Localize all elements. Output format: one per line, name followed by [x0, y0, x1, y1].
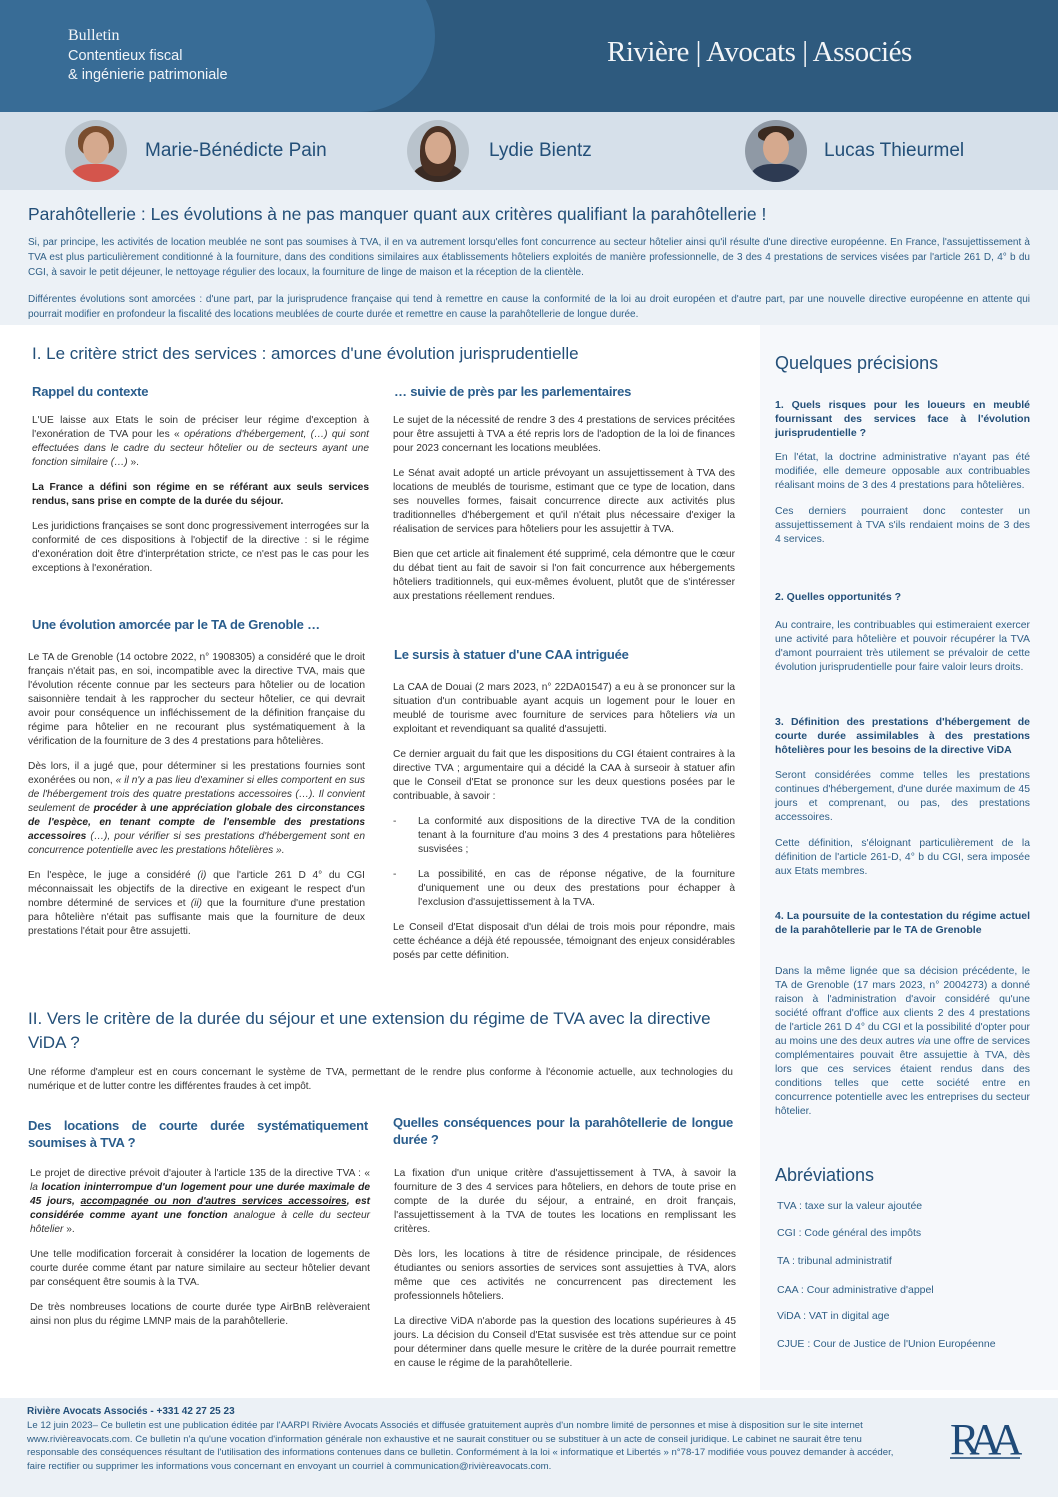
abbreviation-item: CJUE : Cour de Justice de l'Union Européenne — [777, 1338, 996, 1350]
courte-duree-paragraph: De très nombreuses locations de courte durée type AirBnB relèveraient ainsi non plus du régime LMNP mais de la parahôtellerie. — [30, 1302, 370, 1327]
rappel-text — [32, 414, 369, 576]
question-2: 2. Quelles opportunités ? — [775, 591, 902, 603]
author-card — [745, 120, 964, 182]
grenoble-paragraph: Le TA de Grenoble (14 octobre 2022, n° 1908305) a considéré que le droit français n'était pas, en soi, incompatible avec la directive TVA, mais que l'évolution récente connue par les secteurs para hôtelier ou de location saisonnière tendait à les rapprocher du secteur hôtelier, ce qui devrait avoir pour conséquence un infléchissement de la définition française du régime para hôtelier en ne recourant plus systématiquement à la vérification de la fourniture de 3 des 4 prestations para hôtelières. — [28, 652, 365, 747]
author-name: Lydie Bientz — [489, 140, 592, 161]
longue-duree-paragraph: Dès lors, les locations à titre de résidence principale, de résidences étudiantes ou seniors assorties de services sont assujetties à TVA, alors même que ces activités ne concurrencent pas directement les professionnels hôteliers. — [394, 1249, 736, 1302]
author-name: Marie-Bénédicte Pain — [145, 140, 327, 161]
header-banner — [0, 0, 1058, 112]
firm-brand: Rivière | Avocats | Associés — [607, 36, 912, 68]
abbreviation-item: CAA : Cour administrative d'appel — [777, 1284, 934, 1296]
intro-paragraph: Si, par principe, les activités de location meublée ne sont pas soumises à TVA, il en va autrement lorsqu'elles font concurrence au secteur hôtelier ainsi qu'il résulte d'une directive européenne. En France, l'assujettissement à TVA est plus particulièrement conditionné à la fourniture, dans des conditions similaires aux établissements hôteliers exploités de manière professionnelle, de 3 des 4 prestations de services visées par l'article 261 D, 4° b du CGI, à savoir le petit déjeuner, le nettoyage régulier des locaux, la fourniture de linge de maison et la réception de la clientèle. — [28, 237, 1030, 278]
answer-paragraph: Seront considérées comme telles les prestations continues d'hébergement, d'une durée maximum de 45 jours et comprenant, ou pas, des prestations accessoires. — [775, 770, 1030, 823]
header-swoosh — [0, 0, 435, 112]
parlementaires-title: … suivie de près par les parlementaires — [394, 384, 632, 399]
section-2-intro: Une réforme d'ampleur est en cours concernant le système de TVA, permettant de le rendre plus conforme à l'économie actuelle, aux technologies du numérique et de lutter contre les différentes fraudes à cet impôt. — [28, 1067, 733, 1092]
footer-contact: Rivière Avocats Associés - +331 42 27 25 23 — [27, 1406, 235, 1417]
answer-4 — [775, 965, 1030, 1119]
parlementaires-paragraph: Le sujet de la nécessité de rendre 3 des 4 prestations de services précitées pour être assujetti à TVA a été repris lors de l'adoption de la loi de finances pour 2023 concernant les locations meublées. — [393, 415, 735, 454]
abbreviation-item: CGI : Code général des impôts — [777, 1227, 922, 1239]
abbreviation-item: ViDA : VAT in digital age — [777, 1310, 890, 1322]
sidebar-precisions — [760, 325, 1058, 1390]
question-1: 1. Quels risques pour les loueurs en meublé fournissant des services face à l'évolution jurisprudentielle ? — [775, 399, 1030, 439]
caa-question-item: - La possibilité, en cas de réponse négative, de la fourniture d'uniquement une ou deux des prestations pour échapper à l'exclusion d'assujettissement à la TVA. — [393, 868, 735, 910]
sidebar-title: Quelques précisions — [775, 353, 939, 373]
answer-paragraph: Au contraire, les contribuables qui estimeraient exercer une activité para hôtelière et pouvoir récupérer la TVA d'amont pourraient très utilement se prévaloir de cette évolution jurisprudentielle pour faire valoir leurs droits. — [775, 620, 1030, 673]
author-name: Lucas Thieurmel — [824, 140, 965, 161]
raa-logo-icon — [950, 1412, 1022, 1460]
caa-text — [393, 681, 735, 963]
abbreviations-title: Abréviations — [775, 1165, 875, 1185]
answer-2 — [775, 619, 1030, 675]
caa-title: Le sursis à statuer d'une CAA intriguée — [394, 647, 629, 662]
parlementaires-paragraph: Le Sénat avait adopté un article prévoyant un assujettissement à TVA des locations de meublés de tourisme, estimant que ce type de location, dans ses nouvelles formes, faisait concurrence directe aux activités plus traditionnelles d'hébergement et qu'il n'était plus nécessaire d'exiger la réalisation de services para hôteliers pour les assujettir à TVA. — [393, 468, 735, 535]
longue-duree-paragraph: La directive ViDA n'aborde pas la question des locations supérieures à 45 jours. La décision du Conseil d'Etat susvisée est très attendue sur ce point pour déterminer dans quelle mesure le critère de la durée pourrait remettre en cause le régime de la parahôtellerie. — [394, 1316, 736, 1369]
author-card — [65, 120, 327, 182]
abbreviation-item: TA : tribunal administratif — [777, 1255, 892, 1267]
answer-paragraph: Cette définition, s'éloignant particulièrement de la définition de l'article 261-D, 4° b du CGI, sera imposée aux Etats membres. — [775, 838, 1030, 877]
caa-paragraph: La CAA de Douai (2 mars 2023, n° 22DA01547) a eu à se prononcer sur la situation d'un contribuable ayant acquis un logement pour le louer en meublé de tourisme avec fourniture de services para hôteliers via un exploitant et revendiquant sa qualité d'assujetti. — [393, 682, 735, 735]
answer-paragraph: Dans la même lignée que sa décision précédente, le TA de Grenoble (17 mars 2023, n° 2004273) a donné raison à l'administration d'avoir considéré qu'une société offrant d'office aux clients 2 des 4 prestations de l'article 261 D 4° du CGI et la possibilité d'opter pour au moins une des deux autres via une offre de services complémentaires pouvait être assujettie à TVA, dès lors que ces services étaient rendus dans des conditions telles que cette société entre en concurrence potentielle avec les entreprises du secteur hôtelier. — [775, 966, 1030, 1117]
grenoble-paragraph: En l'espèce, le juge a considéré (i) que l'article 261 D 4° du CGI méconnaissait les objectifs de la directive en exigeant le respect d'un nombre déterminé de services et (ii) que la fourniture d'une prestation para hôtelière n'était pas suffisante mais que la fourniture de deux prestations l'était pour être assujetti. — [28, 870, 365, 937]
footer — [0, 1398, 1058, 1497]
intro-paragraph: Différentes évolutions sont amorcées : d'une part, par la jurisprudence française qui tend à remettre en cause la conformité de la loi au droit européen et d'autre part, par une nouvelle directive européenne en attente qui pourrait modifier en profondeur la fiscalité des locations meublées de courte durée et remettre en cause la parahôtellerie de longue durée. — [28, 294, 1030, 320]
rappel-title: Rappel du contexte — [32, 384, 149, 399]
caa-paragraph: Le Conseil d'Etat disposait d'un délai de trois mois pour répondre, mais cette échéance a déjà été repoussée, témoignant des enjeux considérables posés par cette définition. — [393, 922, 735, 961]
rappel-paragraph: Les juridictions françaises se sont donc progressivement interrogées sur la conformité de ces dispositions à l'objectif de la directive : si le régime d'exonération doit être d'interprétation stricte, ce n'est pas le cas pour les exceptions à l'exonération. — [32, 521, 369, 574]
grenoble-text — [28, 651, 365, 939]
rappel-paragraph-bold: La France a défini son régime en se référant aux seuls services rendus, sans prise en compte de la durée du séjour. — [32, 482, 369, 507]
answer-paragraph: Ces derniers pourraient donc contester un assujettissement à TVA s'ils rendaient moins de 3 des 4 services. — [775, 506, 1030, 545]
parlementaires-text — [393, 414, 735, 604]
caa-question-list — [393, 815, 735, 910]
bulletin-subtitle-2: & ingénierie patrimoniale — [68, 67, 228, 83]
longue-duree-paragraph: La fixation d'un unique critère d'assujettissement à TVA, à savoir la fourniture de 3 des 4 services para hôteliers, en dehors de toute prise en compte de la durée du séjour, a entrainé, en droit français, l'assujettissement à la TVA de toutes les locations en remplissant les critères. — [394, 1168, 736, 1235]
authors-band — [0, 112, 1058, 190]
courte-duree-paragraph: Le projet de directive prévoit d'ajouter à l'article 135 de la directive TVA : « la location ininterrompue d'un logement pour une durée maximale de 45 jours, accompagnée ou non d'autres services accessoires, est considérée comme ayant une fonction analogue à celle du secteur hôtelier ». — [30, 1168, 371, 1235]
courte-duree-title: Des locations de courte durée systématiquement soumises à TVA ? — [28, 1118, 368, 1150]
author-card — [407, 120, 592, 182]
footer-disclaimer: Le 12 juin 2023– Ce bulletin est une publication éditée par l'AARPI Rivière Avocats Associés et diffusée gratuitement auprès d'un nombre limité de personnes et mise à disposition sur le site internet www.rivièreavocats.com. Ce bulletin n'a qu'une vocation d'information générale non exhaustive et ne saurait constituer ou se substituer à un acte de conseil juridique. Le cabinet ne saurait être tenu responsable des conséquences résultant de l'utilisation des informations contenues dans ce bulletin. Conformément à la loi « informatique et Libertés » n°78-17 modifiée vous pouvez demander à accéder, faire rectifier ou supprimer les informations vous concernant en envoyant un courriel à communication@rivièreavocats.com. — [27, 1420, 894, 1472]
grenoble-paragraph: Dès lors, il a jugé que, pour déterminer si les prestations fournies sont exonérées ou non, « il n'y a pas lieu d'examiner si elles comportent en sus de l'hébergement trois des quatre prestations accessoires (…). Il convient seulement de procéder à une appréciation globale des circonstances de l'espèce, en tenant compte de l'ensemble des prestations accessoires (…), pour vérifier si ses prestations d'hébergement sont en concurrence potentielle avec les prestations hôtelières ». — [28, 761, 365, 856]
bulletin-label: Bulletin — [68, 27, 120, 44]
rappel-paragraph: L'UE laisse aux Etats le soin de préciser leur régime d'exception à l'exonération de TVA pour les « opérations d'hébergement, (…) qui sont effectuées dans le cadre du secteur hôtelier ou de secteurs ayant une fonction similaire (…) ». — [32, 415, 369, 468]
caa-question-item: - La conformité aux dispositions de la directive TVA de la condition tenant à la fourniture d'au moins 3 des 4 prestations para hôtelières susvisées ; — [393, 815, 735, 857]
answer-1 — [775, 451, 1030, 547]
intro-block — [0, 190, 1058, 325]
question-4: 4. La poursuite de la contestation du régime actuel de la parahôtellerie par le TA de Grenoble — [775, 910, 1030, 936]
courte-duree-paragraph: Une telle modification forcerait à considérer la location de logements de courte durée comme étant par nature similaire au secteur hôtelier devant par conséquent être soumis à la TVA. — [30, 1249, 370, 1288]
article-title: Parahôtellerie : Les évolutions à ne pas manquer quant aux critères qualifiant la parahôtellerie ! — [28, 204, 767, 224]
parlementaires-paragraph: Bien que cet article ait finalement été supprimé, cela démontre que le cœur du débat tient au fait de savoir si l'on fait concurrence aux hébergements hôteliers traditionnels, qui eux-mêmes évoluent, plutôt que de s'intéresser aux prestations réellement rendues. — [393, 549, 735, 602]
logo-text: RAA — [950, 1415, 1013, 1460]
courte-duree-text — [30, 1167, 370, 1329]
abbreviation-item: TVA : taxe sur la valeur ajoutée — [777, 1200, 923, 1212]
bulletin-subtitle-1: Contentieux fiscal — [68, 48, 183, 64]
avatar — [745, 120, 807, 182]
longue-duree-text — [394, 1167, 736, 1371]
caa-paragraph: Ce dernier arguait du fait que les dispositions du CGI étaient contraires à la directive TVA ; argumentaire qui a décidé la CAA à surseoir à statuer afin que le Conseil d'Etat se prononce sur les deux questions posées par le contribuable, à savoir : — [393, 749, 735, 802]
answer-paragraph: En l'état, la doctrine administrative n'ayant pas été modifiée, elle demeure opposable aux contribuables réalisant moins de 3 des 4 prestations para hôtelières. — [775, 452, 1030, 491]
grenoble-title: Une évolution amorcée par le TA de Grenoble … — [32, 617, 320, 632]
avatar — [407, 120, 469, 182]
avatar — [65, 120, 127, 182]
section-1-title: I. Le critère strict des services : amorces d'une évolution jurisprudentielle — [32, 344, 579, 363]
answer-3 — [775, 769, 1030, 879]
longue-duree-title: Quelles conséquences pour la parahôtellerie de longue durée ? — [393, 1115, 733, 1147]
question-3: 3. Définition des prestations d'hébergement de courte durée assimilables à des prestations hôtelières pour les besoins de la directive ViDA — [775, 716, 1030, 756]
section-2-title: II. Vers le critère de la durée du séjour et une extension du régime de TVA avec la directive ViDA ? — [28, 1009, 711, 1052]
